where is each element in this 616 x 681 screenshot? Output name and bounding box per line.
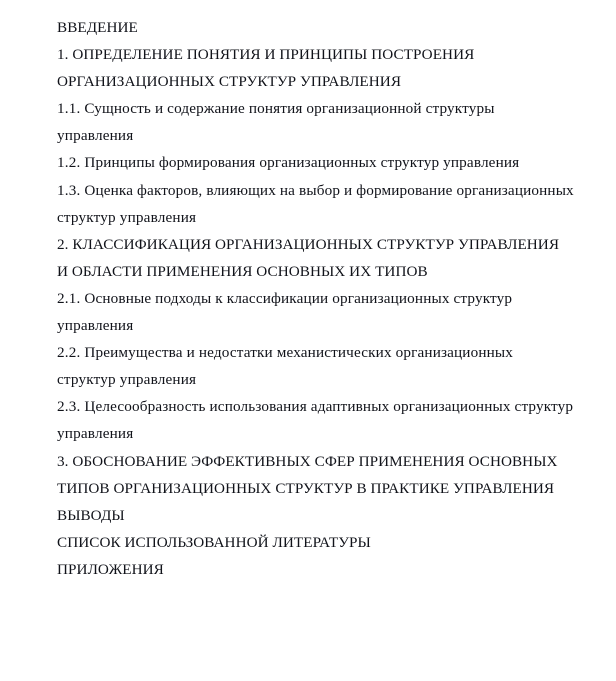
toc-line: структур управления <box>57 371 197 389</box>
toc-line: 1.3. Оценка факторов, влияющих на выбор и формирование организационных <box>57 181 574 199</box>
toc-line: 2. КЛАССИФИКАЦИЯ ОРГАНИЗАЦИОННЫХ СТРУКТУР УПРАВЛЕНИЯ <box>57 235 560 253</box>
toc-line: ВВЕДЕНИЕ <box>57 19 138 36</box>
toc-line: ПРИЛОЖЕНИЯ <box>57 560 164 578</box>
toc-line: И ОБЛАСТИ ПРИМЕНЕНИЯ ОСНОВНЫХ ИХ ТИПОВ <box>57 262 428 280</box>
toc-line: ОРГАНИЗАЦИОННЫХ СТРУКТУР УПРАВЛЕНИЯ <box>57 73 402 91</box>
toc-line: ВЫВОДЫ <box>57 506 125 524</box>
toc-line: управления <box>57 317 134 335</box>
toc-line: 2.3. Целесообразность использования адаптивных организационных структур <box>57 398 574 416</box>
toc-line: управления <box>57 127 134 145</box>
table-of-contents <box>57 14 602 583</box>
toc-line: 2.2. Преимущества и недостатки механистических организационных <box>57 344 513 362</box>
toc-line: управления <box>57 425 134 443</box>
toc-line: 3. ОБОСНОВАНИЕ ЭФФЕКТИВНЫХ СФЕР ПРИМЕНЕНИЯ ОСНОВНЫХ <box>57 452 558 470</box>
toc-line: СПИСОК ИСПОЛЬЗОВАННОЙ ЛИТЕРАТУРЫ <box>57 533 371 551</box>
toc-line: 1. ОПРЕДЕЛЕНИЕ ПОНЯТИЯ И ПРИНЦИПЫ ПОСТРОЕНИЯ <box>57 46 475 64</box>
toc-line: 1.2. Принципы формирования организационных структур управления <box>57 154 520 172</box>
toc-line: 1.1. Сущность и содержание понятия организационной структуры <box>57 100 495 118</box>
toc-line: структур управления <box>57 208 197 226</box>
toc-line: 2.1. Основные подходы к классификации организационных структур <box>57 289 513 307</box>
toc-line: ТИПОВ ОРГАНИЗАЦИОННЫХ СТРУКТУР В ПРАКТИКЕ УПРАВЛЕНИЯ <box>57 479 555 497</box>
